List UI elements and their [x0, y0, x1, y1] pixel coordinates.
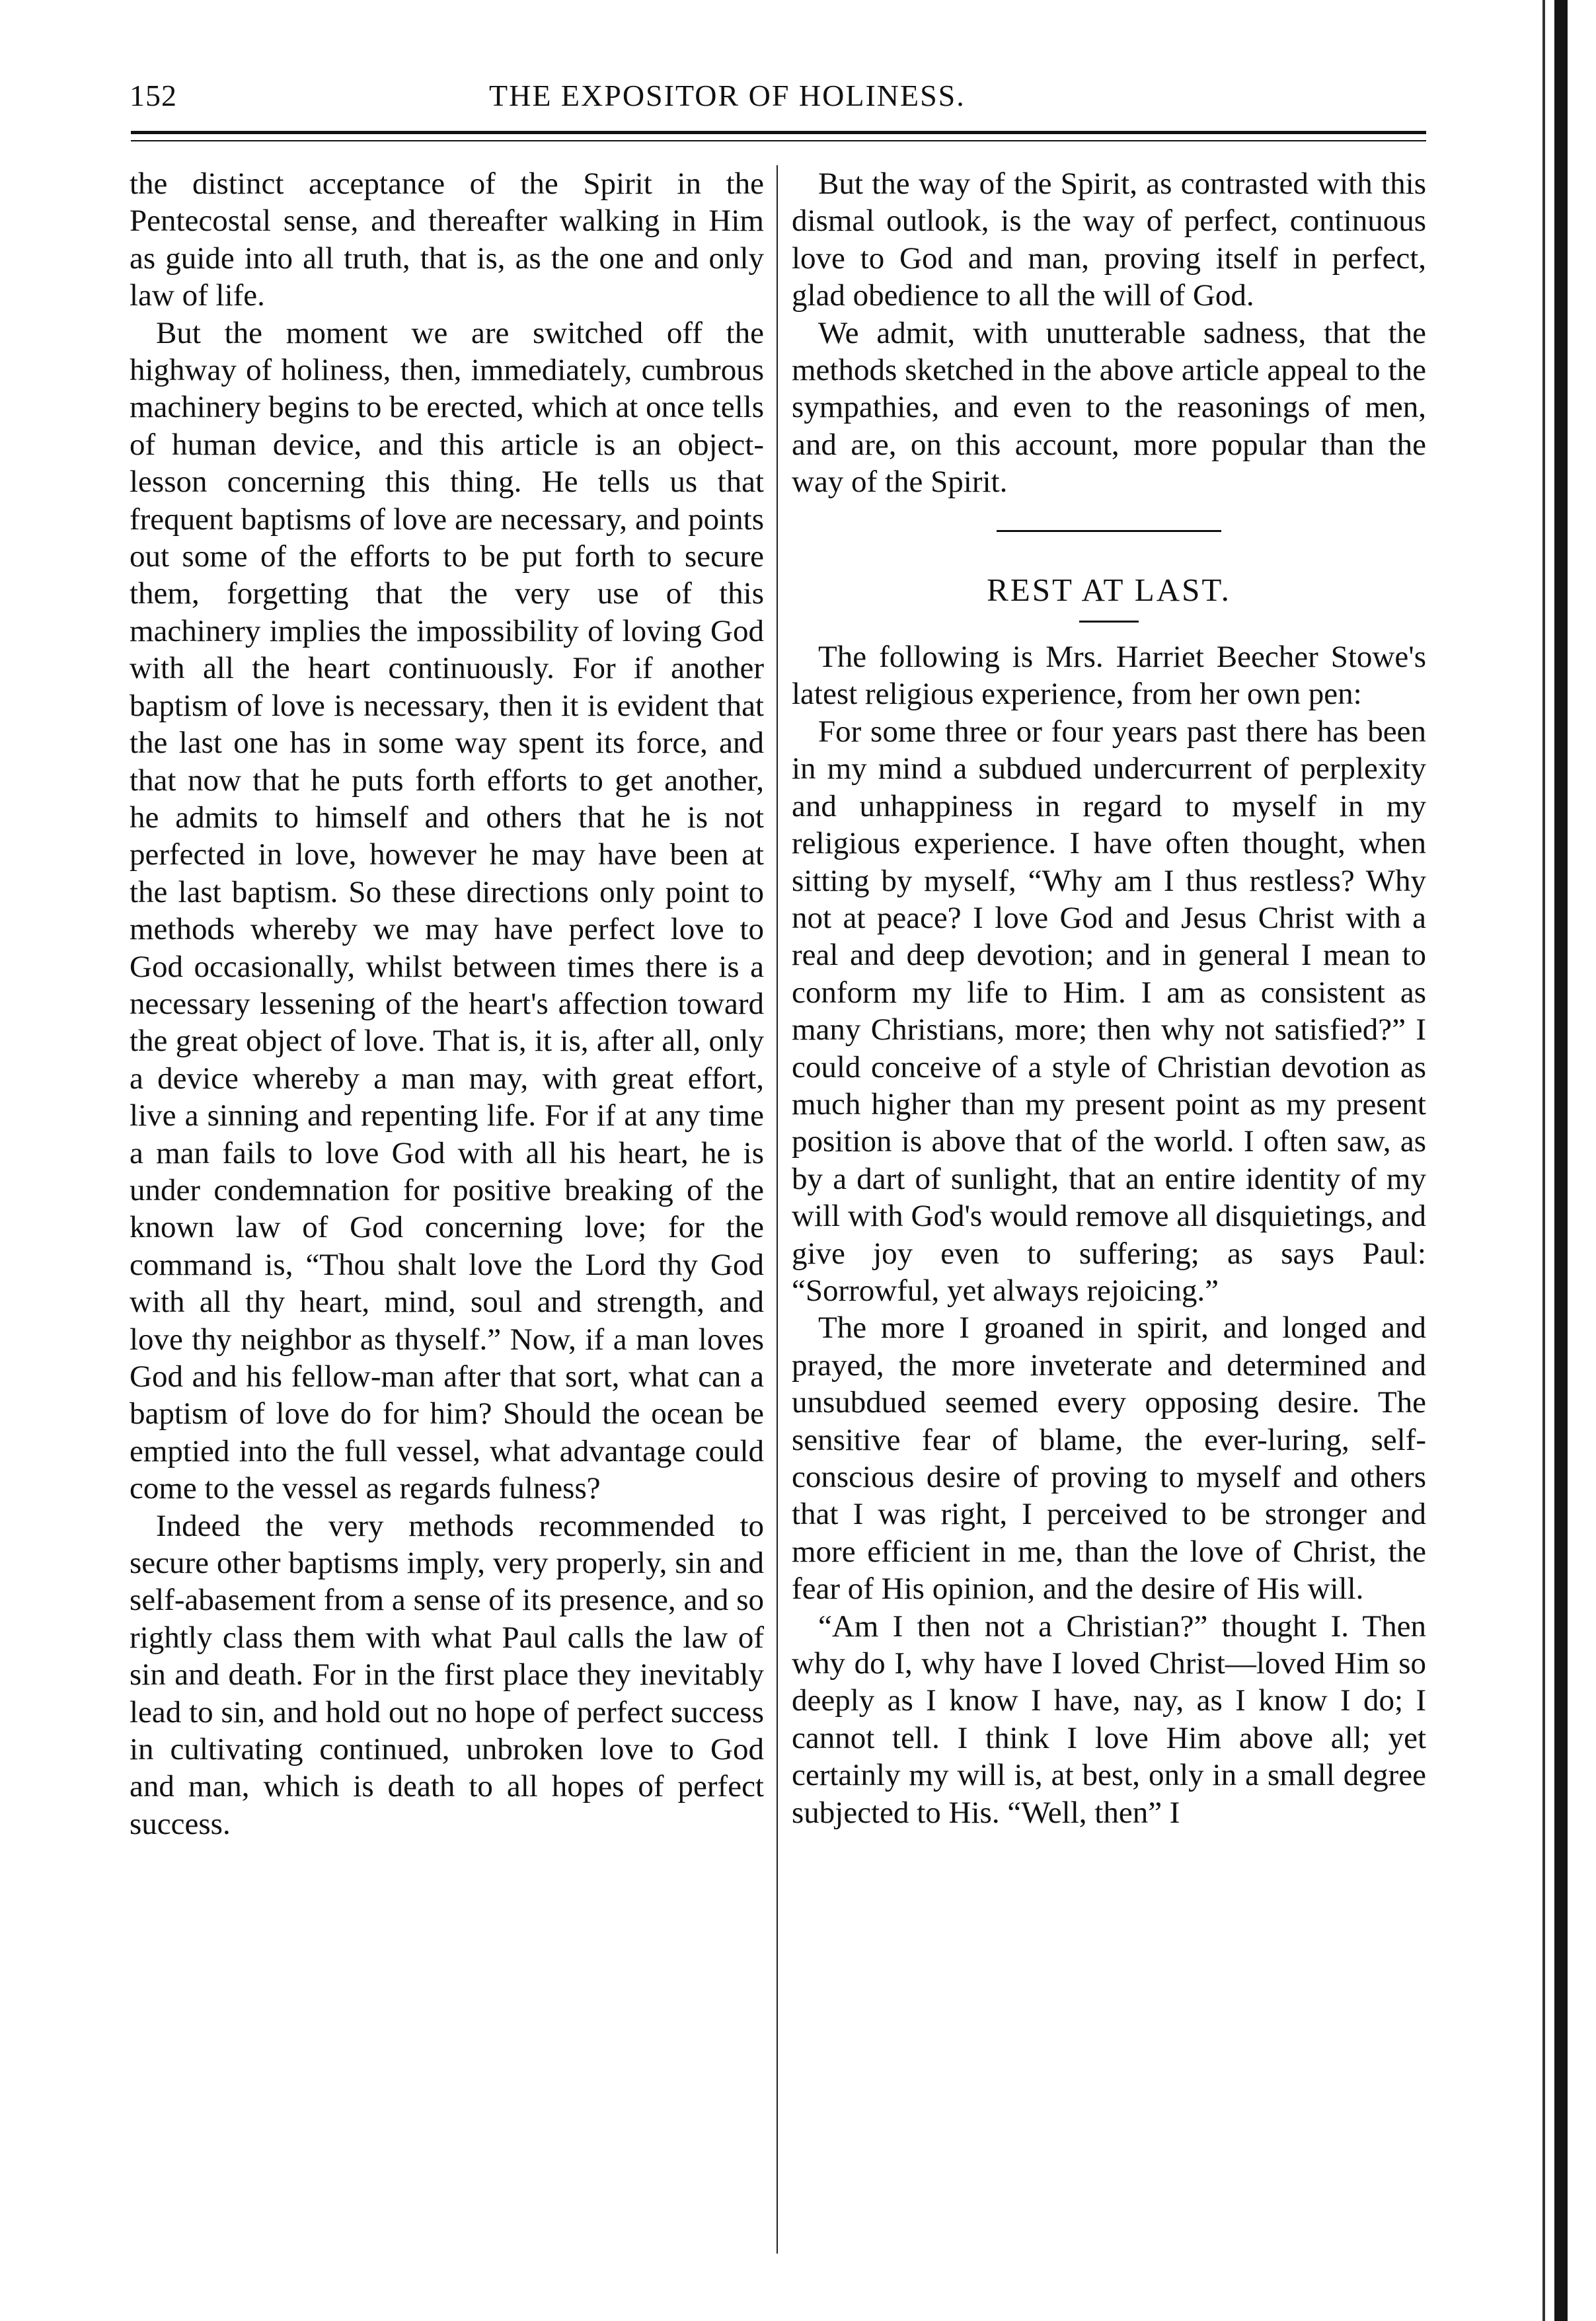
- page-number: 152: [130, 79, 177, 112]
- right-paragraph-6: “Am I then not a Christian?” thought I. Then why do I, why have I loved Christ—loved Him so deeply as I know I have, nay, as I know I do; I cannot tell. I think I love Him above all; yet certainly my will is, at best, only in a small degree subjected to His. “Well, then” I: [792, 1609, 1426, 1830]
- left-paragraph-1: the distinct acceptance of the Spirit in the Pentecostal sense, and thereafter walking in Him as guide into all truth, that is, as the one and only law of life.: [130, 167, 764, 313]
- section-separator-rule: [997, 530, 1221, 532]
- right-column: [792, 165, 1426, 1831]
- header-rule-thick: [131, 131, 1426, 134]
- right-paragraph-2: We admit, with unutterable sadness, that the methods sketched in the above article appeal to the sympathies, and even to the reasonings of men, and are, on this account, more popular than the way of the Spirit.: [792, 315, 1426, 500]
- right-paragraph-3: The following is Mrs. Harriet Beecher Stowe's latest religious experience, from her own pen:: [792, 640, 1426, 712]
- heading-underline-rule: [1079, 621, 1139, 623]
- page-edge-shadow: [1542, 0, 1545, 2321]
- right-paragraph-4: For some three or four years past there has been in my mind a subdued undercurrent of perplexity and unhappiness in regard to myself in my religious experience. I have often thought, when sitting by myself, “Why am I thus restless? Why not at peace? I love God and Jesus Christ with a real and deep devotion; and in general I mean to conform my life to Him. I am as consistent as many Christians, more; then why not satisfied?” I could conceive of a style of Christian devotion as much higher than my present point as my present position is above that of the world. I often saw, as by a dart of sunlight, that an entire identity of my will with God's would remove all disquietings, and give joy even to suffering; as says Paul: “Sorrowful, yet always rejoicing.”: [792, 714, 1426, 1308]
- header-rule-thin: [131, 140, 1426, 141]
- left-paragraph-3: Indeed the very methods recommended to secure other baptisms imply, very properly, sin and self-abasement from a sense of its presence, and so rightly class them with what Paul calls the law of sin and death. For in the first place they inevitably lead to sin, and hold out no hope of perfect success in cultivating continued, unbroken love to God and man, which is death to all hopes of perfect success.: [130, 1508, 764, 1841]
- page-header: [0, 78, 1596, 118]
- right-paragraph-1: But the way of the Spirit, as contrasted with this dismal outlook, is the way of perfect, continuous love to God and man, proving itself in perfect, glad obedience to all the will of God.: [792, 167, 1426, 313]
- section-heading: REST AT LAST.: [987, 571, 1231, 608]
- left-column: [130, 165, 764, 1843]
- running-title: THE EXPOSITOR OF HOLINESS.: [489, 79, 966, 112]
- page-edge-bar: [1554, 0, 1568, 2321]
- right-paragraph-5: The more I groaned in spirit, and longed and prayed, the more inveterate and determined and unsubdued seemed every opposing desire. The sensitive fear of blame, the ever-luring, self-conscious desire of proving to myself and others that I was right, I perceived to be stronger and more efficient in me, than the love of Christ, the fear of His opinion, and the desire of His will.: [792, 1311, 1426, 1607]
- left-paragraph-2: But the moment we are switched off the highway of holiness, then, immediately, cumbrous machinery begins to be erected, which at once tells of human device, and this article is an object-lesson concerning this thing. He tells us that frequent baptisms of love are necessary, and points out some of the efforts to be put forth to secure them, forgetting that the very use of this machinery implies the impossibility of loving God with all the heart continuously. For if another baptism of love is necessary, then it is evident that the last one has in some way spent its force, and that now that he puts forth efforts to get another, he admits to himself and others that he is not perfected in love, however he may have been at the last baptism. So these directions only point to methods whereby we may have perfect love to God occasionally, whilst between times there is a necessary lessening of the heart's affection toward the great object of love. That is, it is, after all, only a device whereby a man may, with great effort, live a sinning and repenting life. For if at any time a man fails to love God with all his heart, he is under condemnation for positive breaking of the known law of God concerning love; for the command is, “Thou shalt love the Lord thy God with all thy heart, mind, soul and strength, and love thy neighbor as thyself.” Now, if a man loves God and his fellow-man after that sort, what can a baptism of love do for him? Should the ocean be emptied into the full vessel, what advantage could come to the vessel as regards fulness?: [130, 315, 764, 1506]
- column-divider: [777, 165, 778, 2254]
